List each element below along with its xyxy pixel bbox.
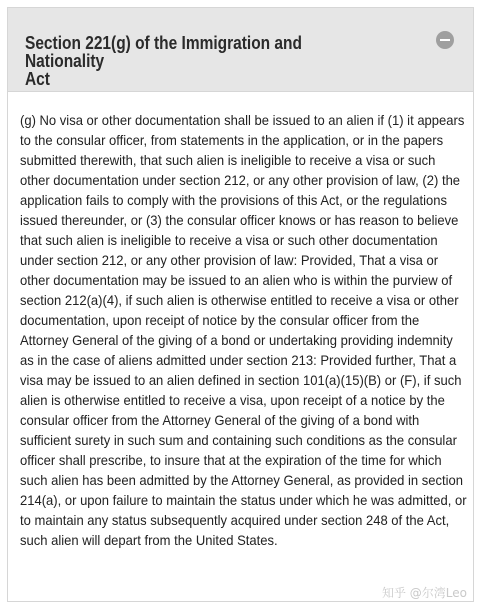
- statute-text: (g) No visa or other documentation shall be issued to an alien if (1) it appears to the consular officer, from statements in the application, or in the papers submitted therewith, that such alien is ineligible to receive a visa or such other documentation under section 212, or any other provision of law, (2) the application fails to comply with the provisions of this Act, or the regulations issued thereunder, or (3) the consular officer knows or has reason to believe that such alien is ineligible to receive a visa or such other documentation under section 212, or any other provision of law: Provided, That a visa or other documentation may be issued to an alien who is within the purview of section 212(a)(4), if such alien is otherwise entitled to receive a visa or other documentation, upon receipt of notice by the consular officer from the Attorney General of the giving of a bond or undertaking providing indemnity as in the case of aliens admitted under section 213: Provided further, That a visa may be issued to an alien defined in section 101(a)(15)(B) or (F), if such alien is otherwise entitled to receive a visa, upon receipt of a notice by the consular officer from the Attorney General of the giving of a bond with sufficient surety in such sum and containing such conditions as the consular officer shall prescribe, to insure that at the expiration of the time for which such alien has been admitted by the Attorney General, as provided in section 214(a), or upon failure to maintain the status under which he was admitted, or to maintain any status subsequently acquired under section 248 of the Act, such alien will depart from the United States.: [20, 112, 467, 548]
- watermark-text: 知乎 @尔湾Leo: [381, 586, 467, 600]
- section-title: Section 221(g) of the Immigration and Nationality Act: [25, 33, 302, 89]
- accordion-content: [20, 110, 468, 550]
- accordion-panel: [7, 7, 474, 602]
- minus-circle-icon[interactable]: [436, 31, 454, 49]
- accordion-header[interactable]: [8, 8, 473, 92]
- minus-bar: [440, 39, 450, 41]
